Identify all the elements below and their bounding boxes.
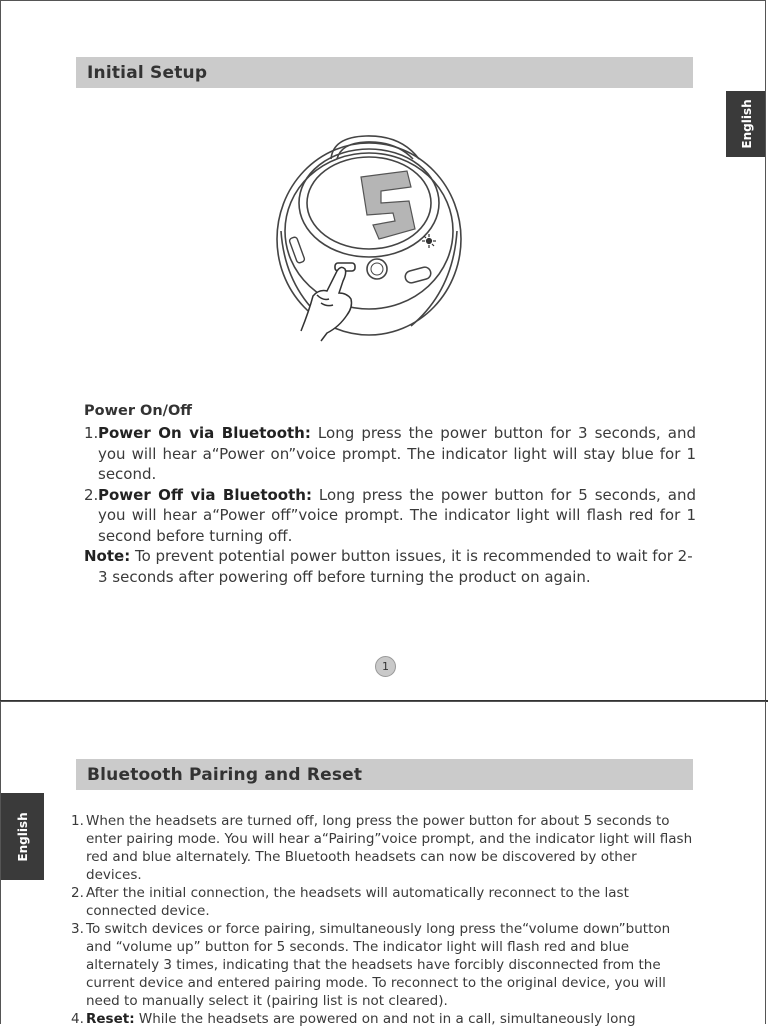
section-header-bar — [76, 57, 693, 88]
note-paragraph — [84, 546, 696, 587]
item-number: 3. — [71, 921, 84, 937]
item-text: Long press the power button for 5 seconds, and you will hear a“Power off”voice prompt. The indicator light will flash red for 1 second before turning off. — [98, 485, 696, 545]
item-text: While the headsets are powered on and not in a call, simultaneously long — [134, 1011, 636, 1027]
language-tab — [1, 793, 44, 880]
list-item — [71, 1010, 693, 1028]
headphone-earcup-power-button-illustration — [271, 131, 471, 346]
power-instructions — [84, 423, 696, 587]
note-text: To prevent potential power button issues, it is recommended to wait for 2-3 seconds after powering off before turning the product on again. — [98, 547, 693, 586]
item-bold-label: Reset: — [86, 1011, 135, 1027]
item-text: When the headsets are turned off, long press the power button for about 5 seconds to enter pairing mode. You will hear a“Pairing”voice prompt, and the indicator light will flash red and blue alternately. The Bluetooth headsets can now be discovered by other devices. — [86, 813, 693, 883]
item-text: After the initial connection, the headsets will automatically reconnect to the last connected device. — [86, 885, 629, 919]
indicator-light-icon — [422, 234, 436, 248]
section-header-bar — [76, 759, 693, 790]
page-number: 1 — [375, 656, 396, 677]
section-heading: Bluetooth Pairing and Reset — [87, 765, 363, 785]
list-item — [71, 884, 693, 920]
item-number: 1. — [71, 813, 84, 829]
item-bold-label: Power Off via Bluetooth: — [98, 485, 312, 504]
list-item — [84, 485, 696, 547]
list-item — [84, 423, 696, 485]
item-number: 2. — [84, 485, 99, 504]
note-label: Note: — [84, 547, 131, 565]
pairing-instructions — [71, 812, 693, 1028]
item-text: Long press the power button for 3 seconds, and you will hear a“Power on”voice prompt. The indicator light will stay blue for 1 second. — [98, 424, 696, 483]
section-heading: Initial Setup — [87, 63, 208, 83]
language-tab — [726, 91, 766, 157]
list-item — [71, 812, 693, 884]
item-text: To switch devices or force pairing, simultaneously long press the“volume down”button and “volume up” button for 5 seconds. The indicator light will flash red and blue alternately 3 times, indicating that the headsets have forcibly disconnected from the current device and entered pairing mode. To reconnect to the original device, you will need to manually select it (pairing list is not cleared). — [86, 921, 671, 1009]
list-item — [71, 920, 693, 1010]
item-number: 4. — [71, 1011, 84, 1027]
language-tab-label: English — [15, 811, 30, 862]
language-tab-label: English — [740, 99, 754, 149]
item-number: 2. — [71, 885, 84, 901]
power-section-title: Power On/Off — [84, 403, 193, 419]
item-bold-label: Power On via Bluetooth: — [98, 424, 311, 442]
item-number: 1. — [84, 424, 99, 442]
